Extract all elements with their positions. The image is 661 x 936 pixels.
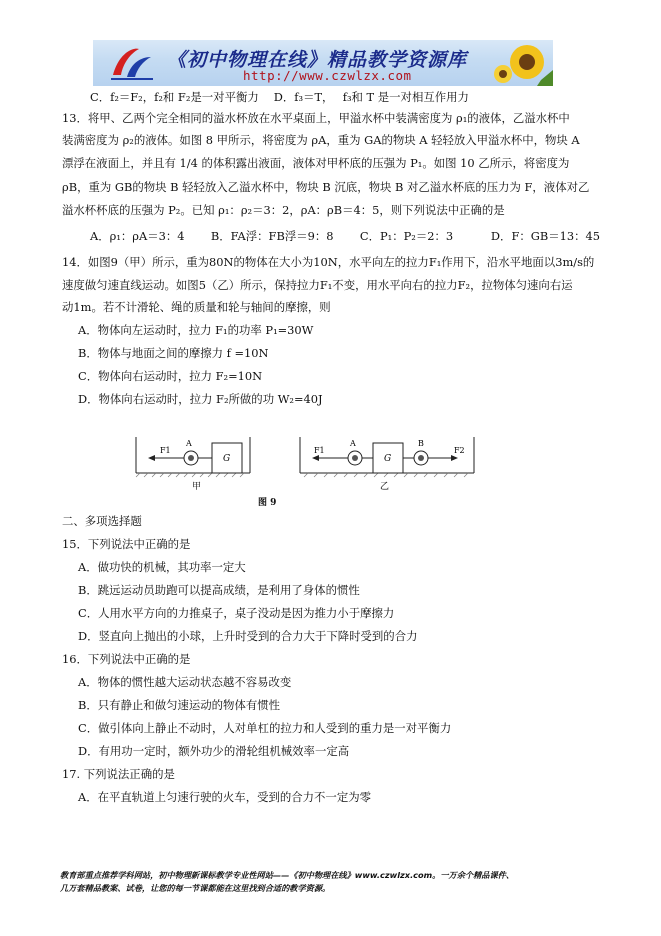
q13-text-2: 装满密度为 ρ₂的液体。如图 8 甲所示，将密度为 ρA，重为 GA的物块 A 轻轻放入甲溢水杯中，物块 A <box>62 133 580 147</box>
label-jia: 甲 <box>192 482 202 492</box>
q16-option-a: A．物体的惯性越大运动状态越不容易改变 <box>78 675 292 689</box>
q16-option-b: B．只有静止和做匀速运动的物体有惯性 <box>78 698 281 712</box>
label-a-yi: A <box>350 439 356 448</box>
q17-option-a: A．在平直轨道上匀速行驶的火车，受到的合力不一定为零 <box>78 790 371 804</box>
q15-option-d: D．竖直向上抛出的小球，上升时受到的合力大于下降时受到的合力 <box>78 629 418 643</box>
q14-option-c: C．物体向右运动时，拉力 F₂=10N <box>78 369 263 383</box>
label-b-yi: B <box>418 439 424 448</box>
q14-option-b: B．物体与地面之间的摩擦力 f =10N <box>78 346 269 360</box>
banner-url[interactable]: http://www.czwlzx.com <box>243 68 412 83</box>
q13-text-3: 漂浮在液面上，并且有 1/4 的体积露出液面，液体对甲杯底的压强为 P₁。如图 10 乙所示，将密度为 <box>62 156 570 170</box>
section-heading: 二、多项选择题 <box>62 514 142 528</box>
page-footer <box>60 869 620 894</box>
q14-option-a: A．物体向左运动时，拉力 F₁的功率 P₁=30W <box>78 323 314 337</box>
figure-jia <box>136 437 250 492</box>
q14-option-d: D．物体向右运动时，拉力 F₂所做的功 W₂=40J <box>78 392 323 406</box>
q14-text-1: 14．如图9（甲）所示，重为80N的物体在大小为10N，水平向左的拉力F₁作用下，沿水平地面以3m/s的 <box>62 255 595 269</box>
q13-text-5: 溢水杯杯底的压强为 P₂。已知 ρ₁：ρ₂＝3：2，ρA：ρB＝4：5，则下列说法中正确的是 <box>62 203 505 217</box>
figure-yi <box>300 437 474 492</box>
q16-option-d: D．有用功一定时，额外功少的滑轮组机械效率一定高 <box>78 744 350 758</box>
label-a-jia: A <box>186 439 192 448</box>
q15-option-b: B．跳远运动员助跑可以提高成绩，是利用了身体的惯性 <box>78 583 360 597</box>
site-logo-icon <box>109 43 155 83</box>
q13-options: A．ρ₁：ρA＝3：4 B．FA浮：FB浮＝9：8 C．P₁：P₂＝2：3 D．F：GB＝13：45 <box>90 229 600 243</box>
q14-text-2: 速度做匀速直线运动。如图5（乙）所示，保持拉力F₁不变，用水平向右的拉力F₂，拉物体匀速向右运 <box>62 278 573 292</box>
label-f1-jia: F1 <box>160 446 171 455</box>
q14-text-3: 动1m。若不计滑轮、绳的质量和轮与轴间的摩擦，则 <box>62 300 331 314</box>
label-f2-yi: F2 <box>454 446 465 455</box>
q16-stem: 16．下列说法中正确的是 <box>62 652 191 666</box>
footer-line-1: 教育部重点推荐学科网站，初中物理新课标教学专业性网站——《初中物理在线》www.czwlzx.com。一万余个精品课件、 <box>60 870 515 880</box>
footer-line-2: 几万套精品教案、试卷，让您的每一节课都能在这里找到合适的教学资源。 <box>60 882 331 893</box>
label-yi: 乙 <box>380 482 390 492</box>
label-g-jia: G <box>223 454 231 464</box>
q15-stem: 15．下列说法中正确的是 <box>62 537 191 551</box>
figure-caption: 图 9 <box>258 498 277 508</box>
sunflower-icon <box>493 40 553 86</box>
label-f1-yi: F1 <box>314 446 325 455</box>
q15-option-a: A．做功快的机械，其功率一定大 <box>78 560 246 574</box>
figure-9 <box>128 433 483 509</box>
banner-title: 《初中物理在线》精品教学资源库 <box>167 49 468 71</box>
q16-option-c: C．做引体向上静止不动时，人对单杠的拉力和人受到的重力是一对平衡力 <box>78 721 452 735</box>
q13-text-4: ρB，重为 GB的物块 B 轻轻放入乙溢水杯中，物块 B 沉底，物块 B 对乙溢水杯底的压力为 F，液体对乙 <box>62 180 590 194</box>
label-g-yi: G <box>384 454 392 464</box>
q15-option-c: C．人用水平方向的力推桌子，桌子没动是因为推力小于摩擦力 <box>78 606 395 620</box>
q17-stem: 17. 下列说法正确的是 <box>62 767 175 781</box>
q12-option-cd: C．f₂＝F₂，f₂和 F₂是一对平衡力 D．f₃＝T， f₃和 T 是一对相互作用力 <box>90 90 469 104</box>
q13-text-1: 13．将甲、乙两个完全相同的溢水杯放在水平桌面上，甲溢水杯中装满密度为 ρ₁的液体，乙溢水杯中 <box>62 111 570 125</box>
header-banner <box>93 40 553 86</box>
